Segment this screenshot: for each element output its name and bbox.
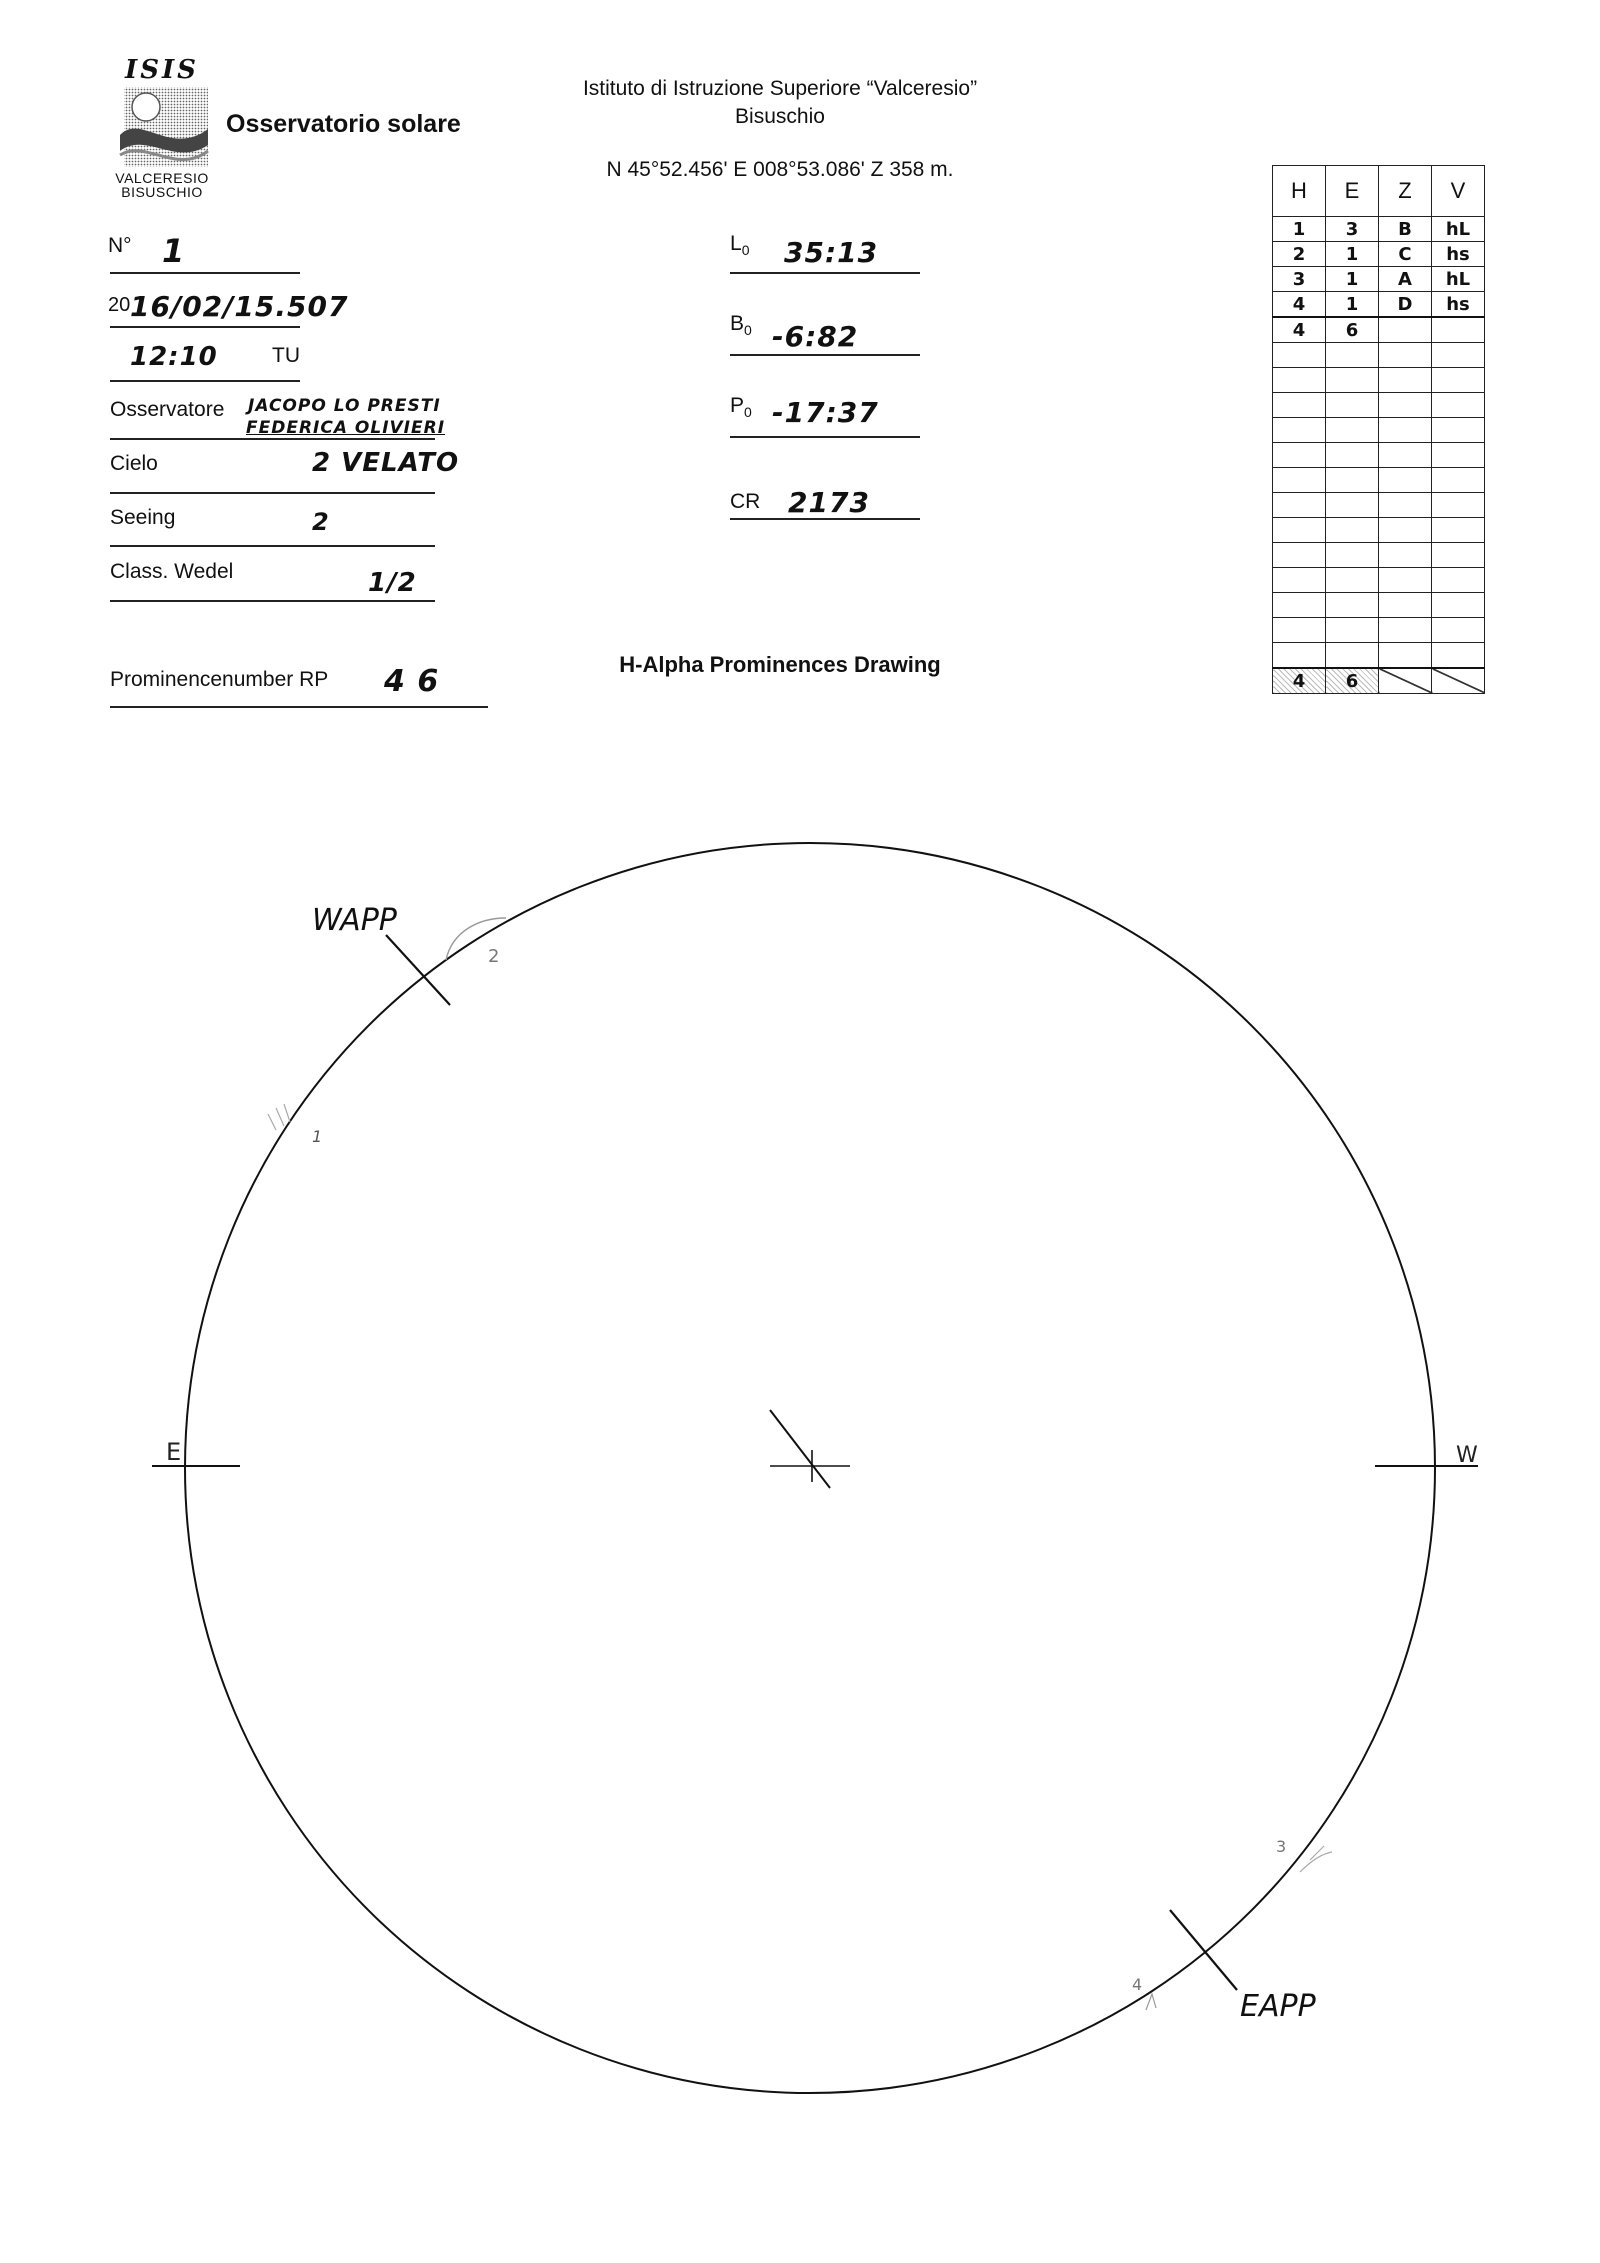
seeing-value: 2 [312,508,330,536]
l0-letter: L [730,232,742,255]
table-row-cell: 1 [1273,217,1326,242]
prominence-2-number: 2 [488,946,500,967]
table-row-cell: 4 [1273,292,1326,318]
b0-letter: B [730,312,745,335]
e-app-tick [1170,1910,1237,1990]
table-row-cell: 3 [1326,217,1379,242]
prominence-number-value: 4 6 [384,664,440,699]
table-header-row-cell: V [1432,166,1485,217]
w-app-tick [386,935,450,1005]
number-value: 1 [162,232,186,270]
table-total-row-cell: 6 [1326,668,1379,694]
w-app-label: WAPP [312,903,397,938]
observer-label: Osservatore [110,398,225,421]
table-row-cell: D [1379,292,1432,318]
cr-label: CR [730,490,761,513]
seeing-label: Seeing [110,506,176,529]
table-row-cell: A [1379,267,1432,292]
observatory-coordinates: N 45°52.456' E 008°53.086' Z 358 m. [606,158,954,181]
east-label: E [166,1438,182,1466]
table-row-cell: 1 [1326,267,1379,292]
drawing-title: H-Alpha Prominences Drawing [619,652,941,677]
institute-line-2: Bisuschio [735,105,825,128]
wedel-label: Class. Wedel [110,560,234,583]
table-header-row-cell: Z [1379,166,1432,217]
observer-name-1: JACOPO LO PRESTI [248,396,441,416]
table-header-row-cell: E [1326,166,1379,217]
time-value: 12:10 [130,342,218,372]
logo-text: ISIS [125,55,199,85]
prominence-4-sketch [1146,1994,1156,2010]
solar-disk-outline [185,843,1435,2093]
cr-value: 2173 [788,486,870,519]
center-rotation-axis [770,1410,830,1488]
number-label: N° [108,234,132,257]
p0-letter: P [730,394,745,417]
table-row-cell: hL [1432,217,1485,242]
b0-subscript: 0 [744,322,752,339]
observer-name-2: FEDERICA OLIVIERI [246,418,446,438]
logo-subtitle-line-1: VALCERESIO [115,170,209,186]
table-row-cell: 1 [1326,242,1379,267]
table-row-cell: 6 [1326,317,1379,343]
table-row-cell: hs [1432,292,1485,318]
prominence-3-number: 3 [1276,1837,1287,1856]
table-header-row-cell: H [1273,166,1326,217]
date-value: 16/02/15.507 [130,290,349,323]
p0-value: -17:37 [772,396,879,429]
sky-label: Cielo [110,452,158,475]
west-label: W [1456,1443,1478,1468]
sky-value: 2 VELATO [312,448,460,478]
l0-subscript: 0 [741,242,750,259]
observatory-title: Osservatorio solare [226,110,461,138]
table-row-cell: 2 [1273,242,1326,267]
table-row-cell: 1 [1326,292,1379,318]
table-row-cell: 3 [1273,267,1326,292]
table-row-cell: B [1379,217,1432,242]
institute-line-1: Istituto di Istruzione Superiore “Valceresio” [582,77,978,100]
table-row-cell: hL [1432,267,1485,292]
table-row-cell: 4 [1273,317,1326,343]
table-row-cell: hs [1432,242,1485,267]
prominence-4-number: 4 [1132,1975,1143,1994]
prominence-number-label: Prominencenumber RP [110,668,329,691]
table-total-row-cell: 4 [1273,668,1326,694]
p0-subscript: 0 [744,404,752,421]
date-prefix: 20 [108,294,131,316]
logo-subtitle-line-2: BISUSCHIO [121,184,203,200]
l0-value: 35:13 [784,236,879,269]
wedel-value: 1/2 [368,568,417,598]
time-unit: TU [272,344,300,367]
table-row-cell: C [1379,242,1432,267]
e-app-label: EAPP [1240,1989,1316,2024]
b0-value: -6:82 [772,320,859,353]
prominence-1-number: 1 [312,1127,323,1146]
